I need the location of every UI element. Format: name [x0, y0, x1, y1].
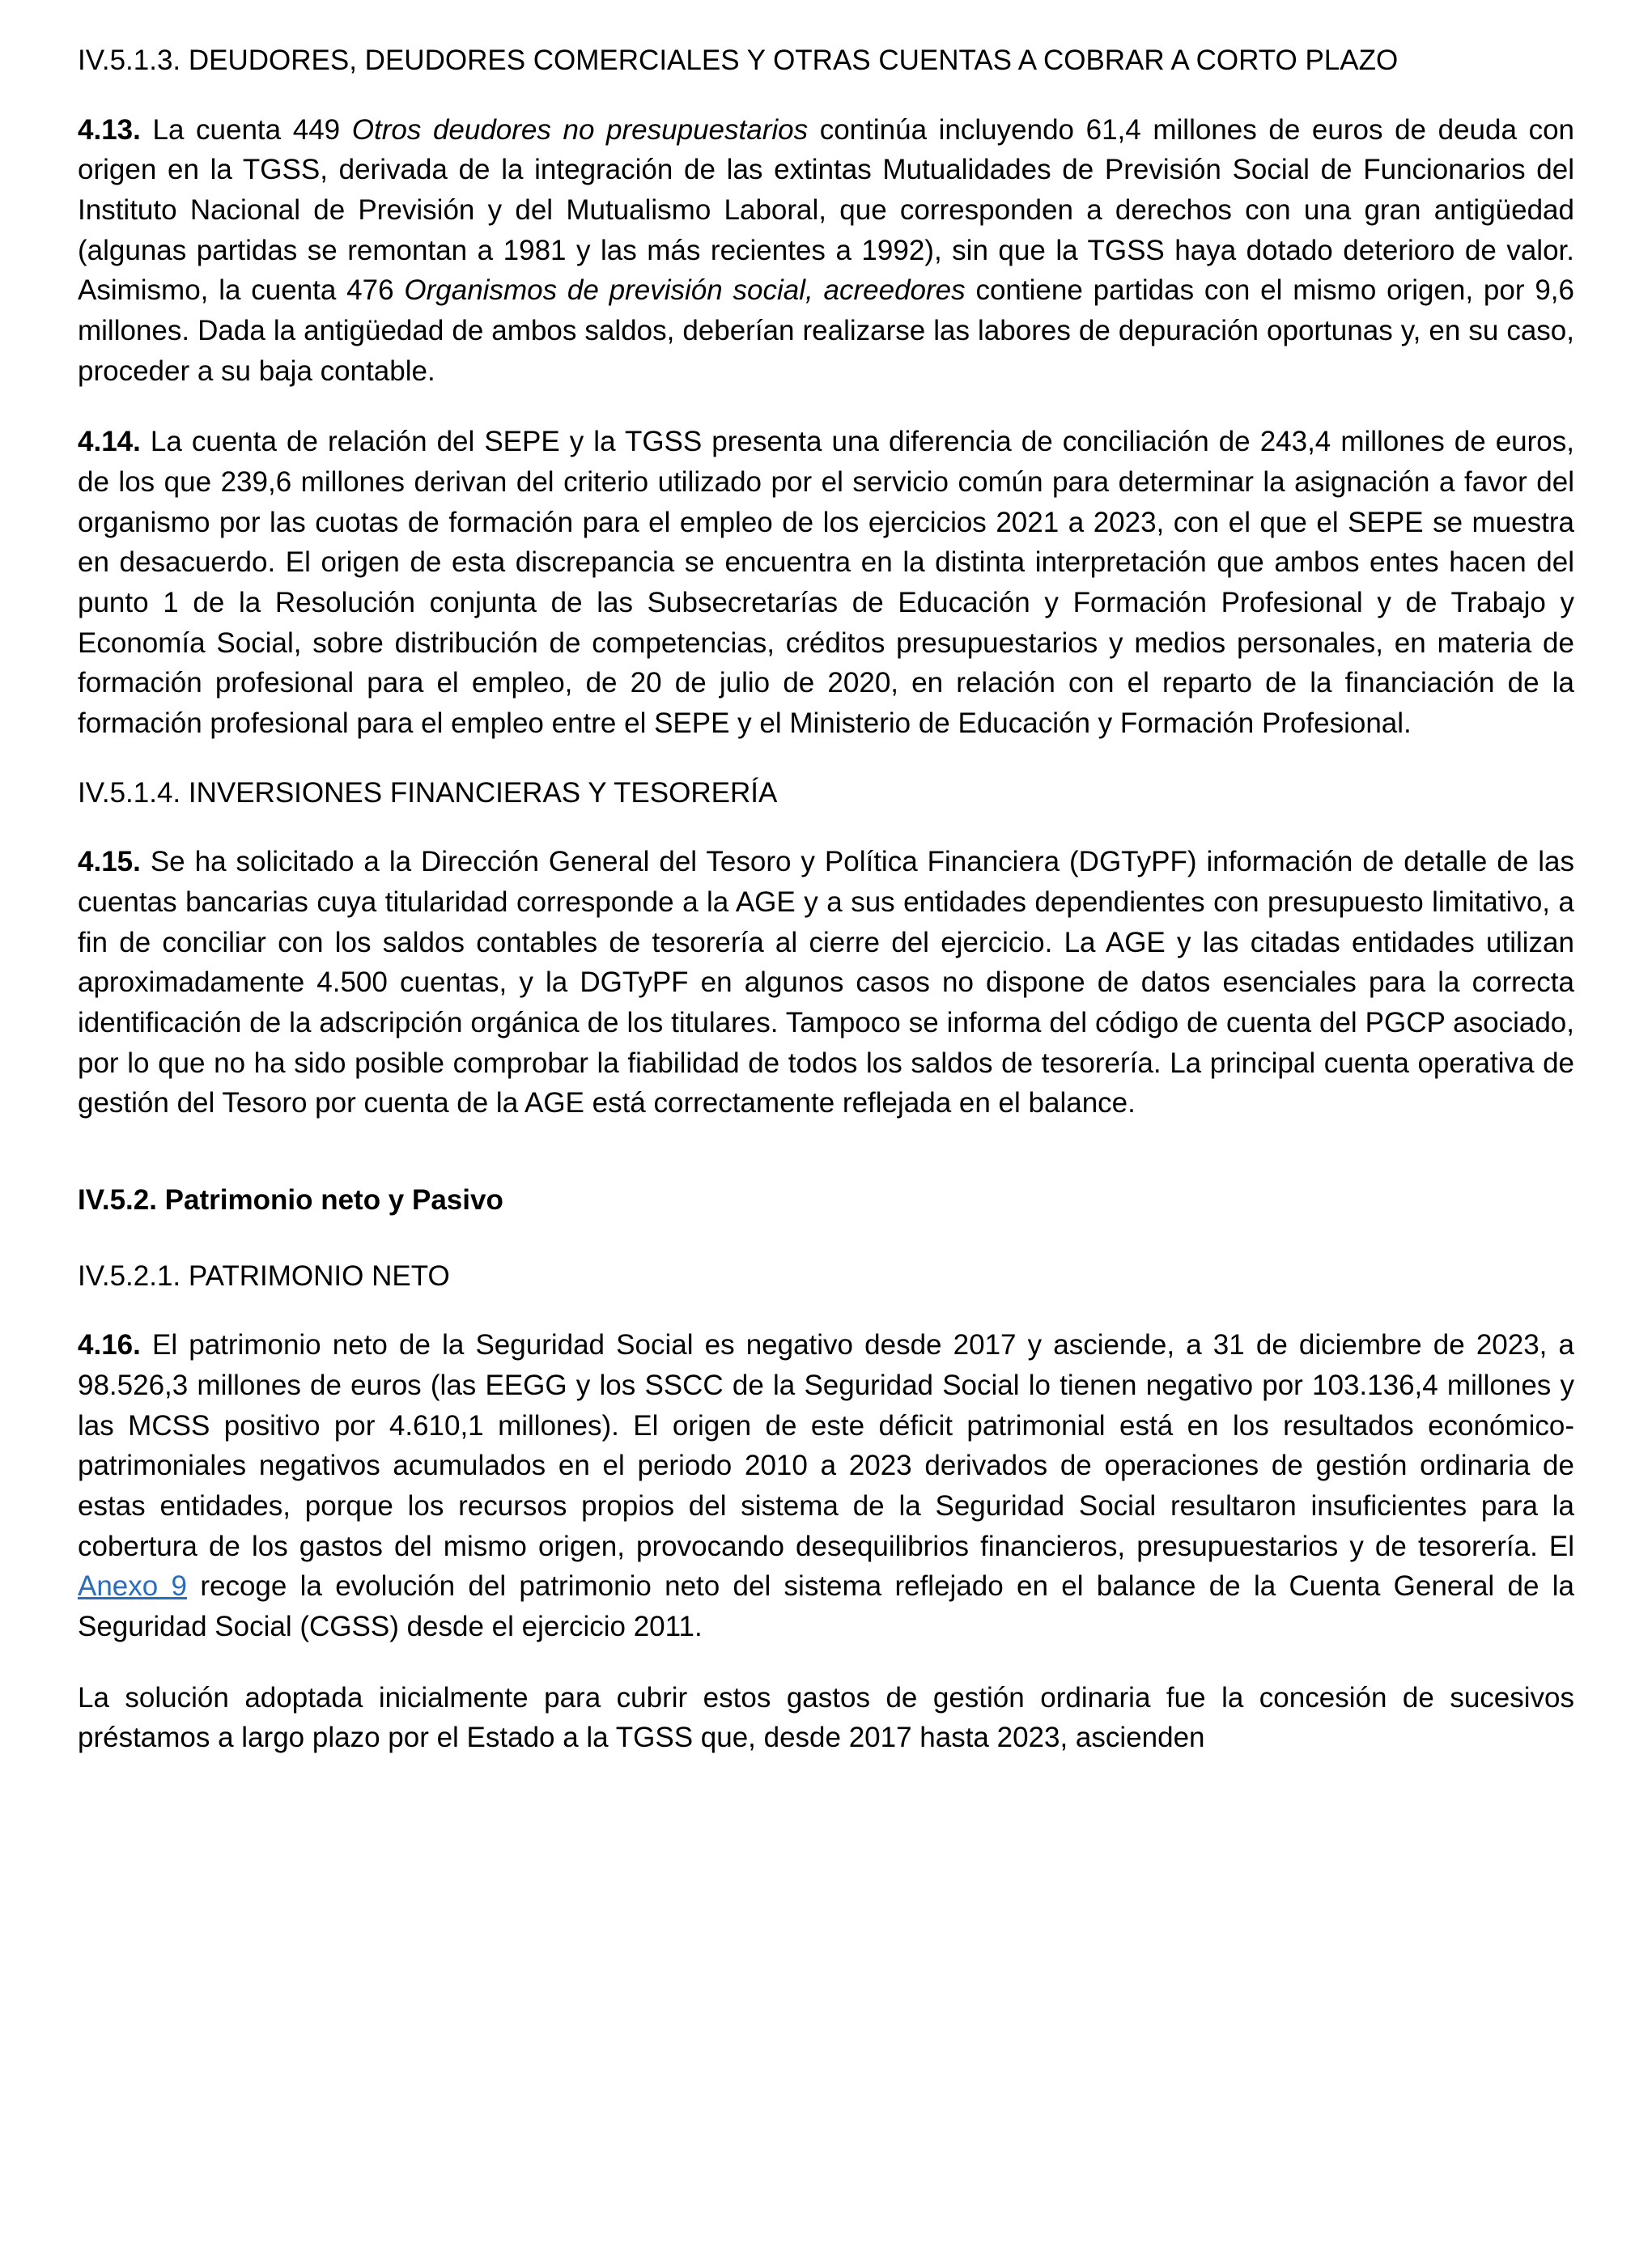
paragraph-text-end: contiene partidas con el mismo origen, por 9,6 millones. Dada la antigüedad de ambos saldos, deberían realizarse las labores de depuración oportunas y, en su caso, proceder a su baja contable. — [78, 274, 1574, 387]
paragraph-text-end: recoge la evolución del patrimonio neto del sistema reflejado en el balance de la Cuenta General de la Seguridad Social (CGSS) desde el ejercicio 2011. — [78, 1570, 1574, 1642]
paragraph-final — [78, 1678, 1574, 1758]
section-heading-iv-5-2-1: IV.5.2.1. PATRIMONIO NETO — [78, 1259, 450, 1292]
paragraph-text: El patrimonio neto de la Seguridad Social es negativo desde 2017 y asciende, a 31 de diciembre de 2023, a 98.526,3 millones de euros (las EEGG y los SSCC de la Seguridad Social lo tienen negativo por 103.136,4 millones y las MCSS positivo por 4.610,1 millones). El origen de este déficit patrimonial está en los resultados económico-patrimoniales negativos acumulados en el periodo 2010 a 2023 derivados de operaciones de gestión ordinaria de estas entidades, porque los recursos propios del sistema de la Seguridad Social resultaron insuficientes para la cobertura de los gastos del mismo origen, provocando desequilibrios financieros, presupuestarios y de tesorería. El — [78, 1329, 1574, 1562]
paragraph-text-cont: continúa incluyendo 61,4 millones de euros de deuda con origen en la TGSS, derivada de la integración de las extintas Mutualidades de Previsión Social de Funcionarios del Instituto Nacional de Previsión y del Mutualismo Laboral, que corresponden a derechos con una gran antigüedad (algunas partidas se remontan a 1981 y las más recientes a 1992), sin que la TGSS haya dotado deterioro de valor. Asimismo, la cuenta 476 — [78, 113, 1575, 307]
account-name-476: Organismos de previsión social, acreedores — [404, 274, 966, 307]
paragraph-4-16 — [78, 1325, 1574, 1647]
paragraph-text: Se ha solicitado a la Dirección General del Tesoro y Política Financiera (DGTyPF) información de detalle de las cuentas bancarias cuya titularidad corresponde a la AGE y a sus entidades dependientes con presupuesto limitativo, a fin de conciliar con los saldos contables de tesorería al cierre del ejercicio. La AGE y las citadas entidades utilizan aproximadamente 4.500 cuentas, y la DGTyPF en algunos casos no dispone de datos esenciales para la correcta identificación de la adscripción orgánica de los titulares. Tampoco se informa del código de cuenta del PGCP asociado, por lo que no ha sido posible comprobar la fiabilidad de todos los saldos de tesorería. La principal cuenta operativa de gestión del Tesoro por cuenta de la AGE está correctamente reflejada en el balance. — [78, 846, 1574, 1119]
section-heading-iv-5-1-4: IV.5.1.4. INVERSIONES FINANCIERAS Y TESORERÍA — [78, 776, 778, 809]
section-heading-iv-5-1-3: IV.5.1.3. DEUDORES, DEUDORES COMERCIALES Y OTRAS CUENTAS A COBRAR A CORTO PLAZO — [78, 45, 1399, 76]
account-name-449: Otros deudores no presupuestarios — [351, 113, 809, 146]
paragraph-4-14 — [78, 422, 1574, 744]
paragraph-text: La cuenta de relación del SEPE y la TGSS presenta una diferencia de conciliación de 243,4 millones de euros, de los que 239,6 millones derivan del criterio utilizado por el servicio común para determinar la asignación a favor del organismo por las cuotas de formación para el empleo de los ejercicios 2021 a 2023, con el que el SEPE se muestra en desacuerdo. El origen de esta discrepancia se encuentra en la distinta interpretación que ambos entes hacen del punto 1 de la Resolución conjunta de las Subsecretarías de Educación y Formación Profesional y de Trabajo y Economía Social, sobre distribución de competencias, créditos presupuestarios y medios personales, en materia de formación profesional para el empleo, de 20 de julio de 2020, en relación con el reparto de la financiación de la formación profesional para el empleo entre el SEPE y el Ministerio de Educación y Formación Profesional. — [78, 426, 1574, 740]
paragraph-text: La solución adoptada inicialmente para cubrir estos gastos de gestión ordinaria fue la concesión de sucesivos préstamos a largo plazo por el Estado a la TGSS que, desde 2017 hasta 2023, ascienden — [78, 1681, 1574, 1754]
paragraph-number: 4.13. — [78, 113, 141, 146]
paragraph-number: 4.15. — [78, 846, 141, 878]
paragraph-text: La cuenta 449 — [140, 113, 352, 146]
section-heading-iv-5-2: IV.5.2. Patrimonio neto y Pasivo — [78, 1184, 503, 1217]
paragraph-number: 4.16. — [78, 1329, 141, 1361]
paragraph-4-13 — [78, 110, 1574, 392]
spacer — [78, 1250, 1574, 1258]
anexo-9-link[interactable]: Anexo 9 — [78, 1570, 188, 1603]
paragraph-number: 4.14. — [78, 426, 141, 458]
spacer — [78, 1154, 1574, 1182]
paragraph-4-15 — [78, 842, 1574, 1124]
